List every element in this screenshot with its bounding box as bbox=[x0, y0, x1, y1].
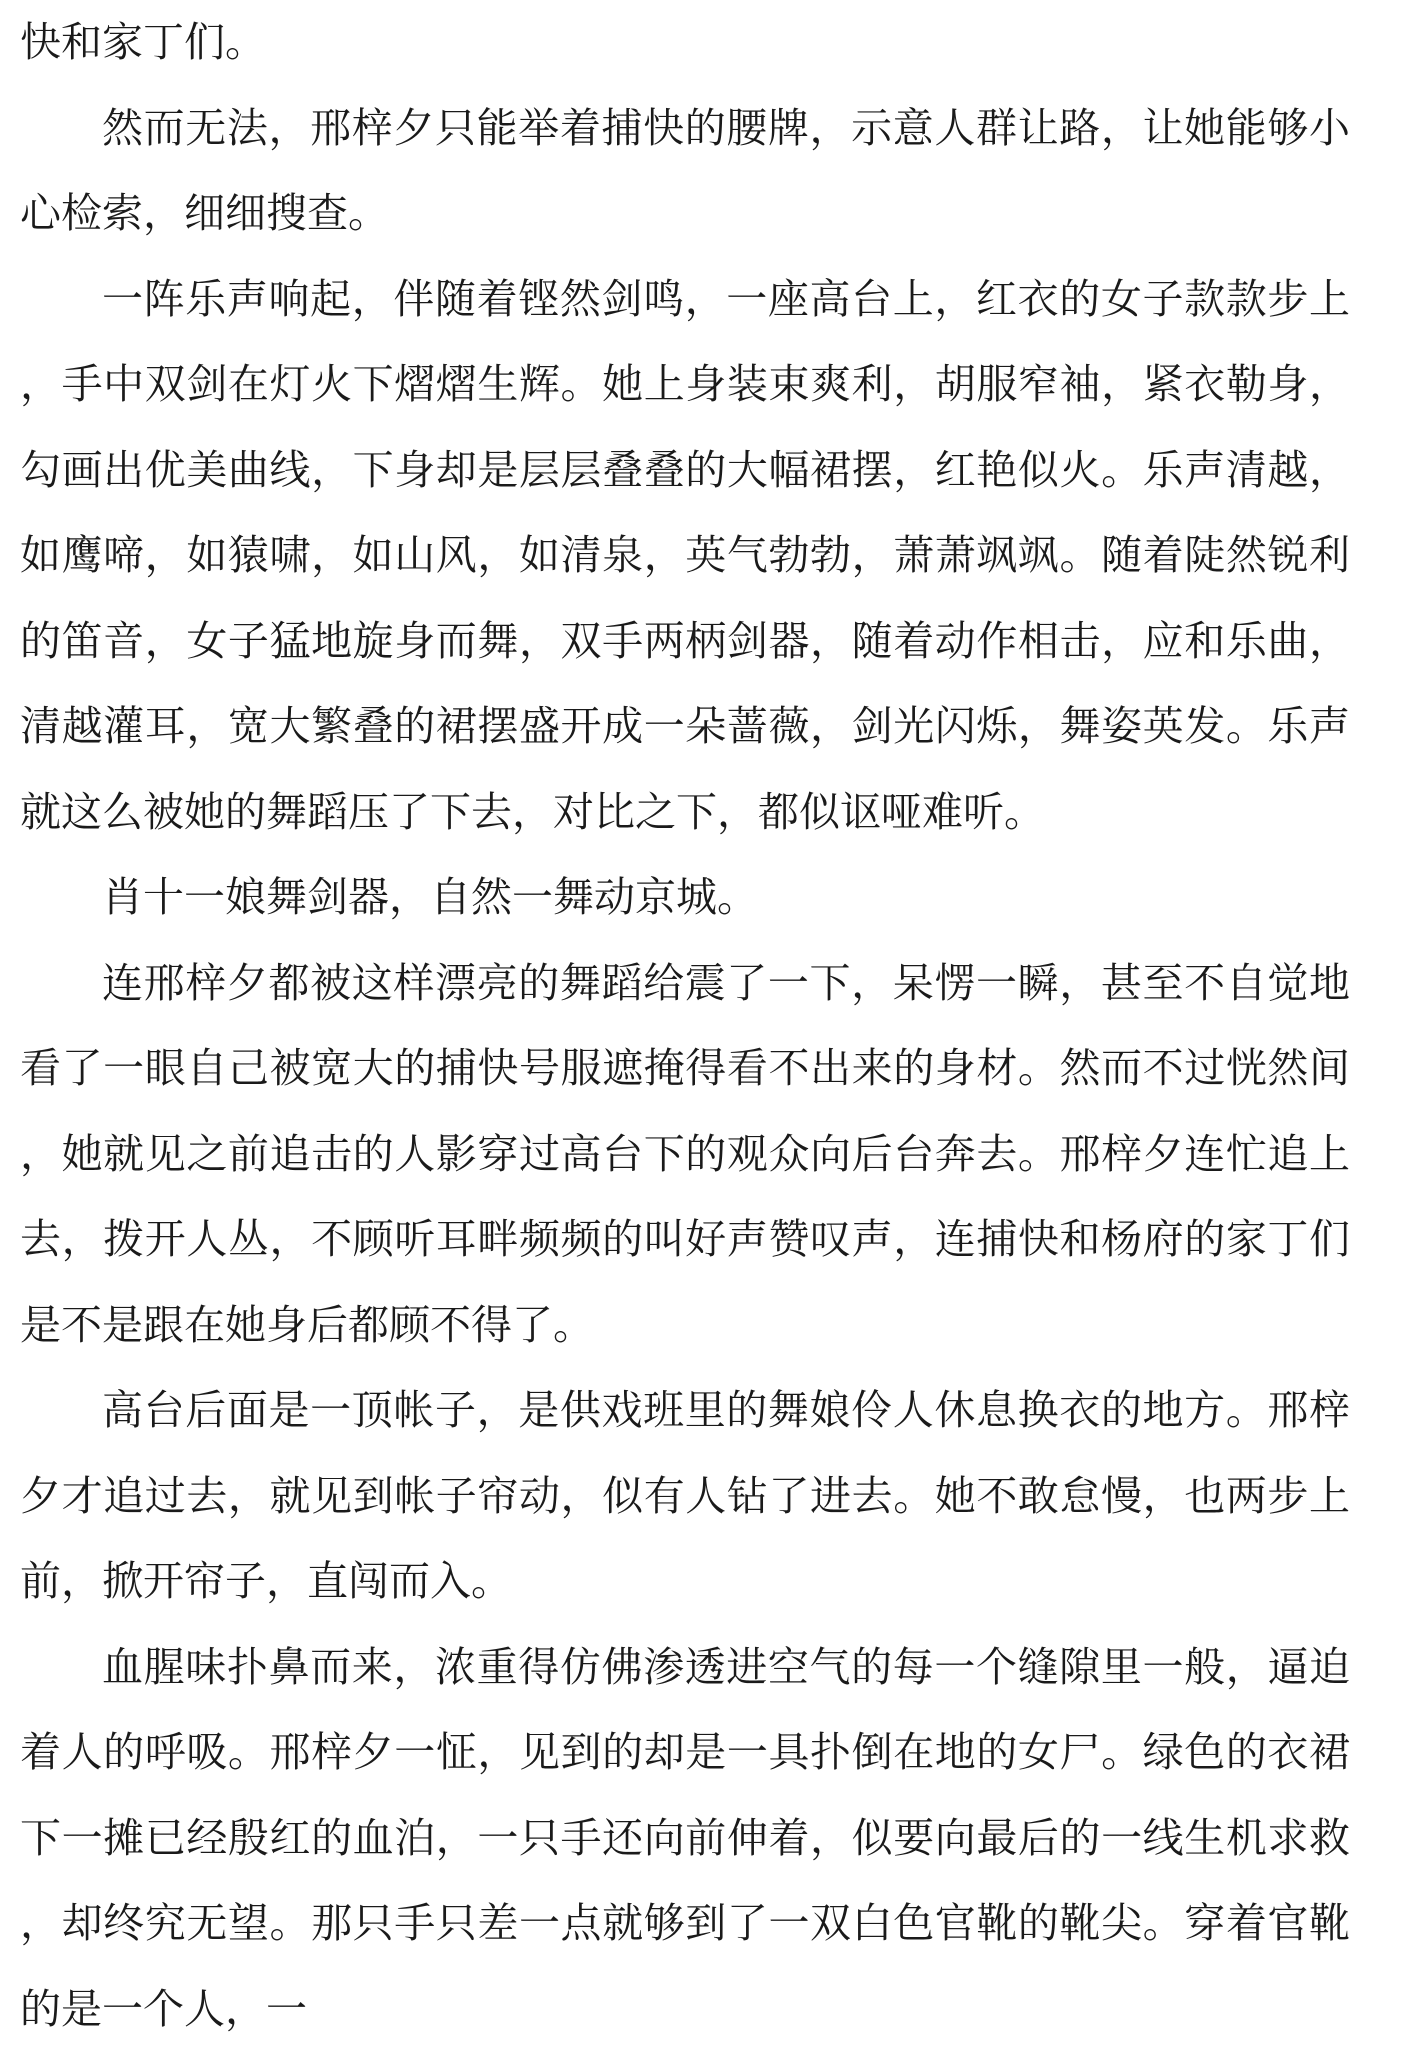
body-text bbox=[20, 0, 1350, 2052]
paragraph: 连邢梓夕都被这样漂亮的舞蹈给震了一下，呆愣一瞬，甚至不自觉地看了一眼自己被宽大的捕快号服遮掩得看不出来的身材。然而不过恍然间，她就见之前追击的人影穿过高台下的观众向后台奔去。邢梓夕连忙追上去，拨开人丛，不顾听耳畔频频的叫好声赞叹声，连捕快和杨府的家丁们是不是跟在她身后都顾不得了。 bbox=[20, 941, 1350, 1369]
paragraph: 快和家丁们。 bbox=[20, 0, 1350, 86]
paragraph: 一阵乐声响起，伴随着铿然剑鸣，一座高台上，红衣的女子款款步上，手中双剑在灯火下熠熠生辉。她上身装束爽利，胡服窄袖，紧衣勒身，勾画出优美曲线，下身却是层层叠叠的大幅裙摆，红艳似火。乐声清越，如鹰啼，如猿啸，如山风，如清泉，英气勃勃，萧萧飒飒。随着陡然锐利的笛音，女子猛地旋身而舞，双手两柄剑器，随着动作相击，应和乐曲，清越灌耳，宽大繁叠的裙摆盛开成一朵蔷薇，剑光闪烁，舞姿英发。乐声就这么被她的舞蹈压了下去，对比之下，都似讴哑难听。 bbox=[20, 257, 1350, 856]
paragraph: 高台后面是一顶帐子，是供戏班里的舞娘伶人休息换衣的地方。邢梓夕才追过去，就见到帐子帘动，似有人钻了进去。她不敢怠慢，也两步上前，掀开帘子，直闯而入。 bbox=[20, 1368, 1350, 1625]
paragraph: 肖十一娘舞剑器，自然一舞动京城。 bbox=[20, 855, 1350, 941]
paragraph: 然而无法，邢梓夕只能举着捕快的腰牌，示意人群让路，让她能够小心检索，细细搜查。 bbox=[20, 86, 1350, 257]
paragraph: 血腥味扑鼻而来，浓重得仿佛渗透进空气的每一个缝隙里一般，逼迫着人的呼吸。邢梓夕一怔，见到的却是一具扑倒在地的女尸。绿色的衣裙下一摊已经殷红的血泊，一只手还向前伸着，似要向最后的一线生机求救，却终究无望。那只手只差一点就够到了一双白色官靴的靴尖。穿着官靴的是一个人，一 bbox=[20, 1625, 1350, 2052]
